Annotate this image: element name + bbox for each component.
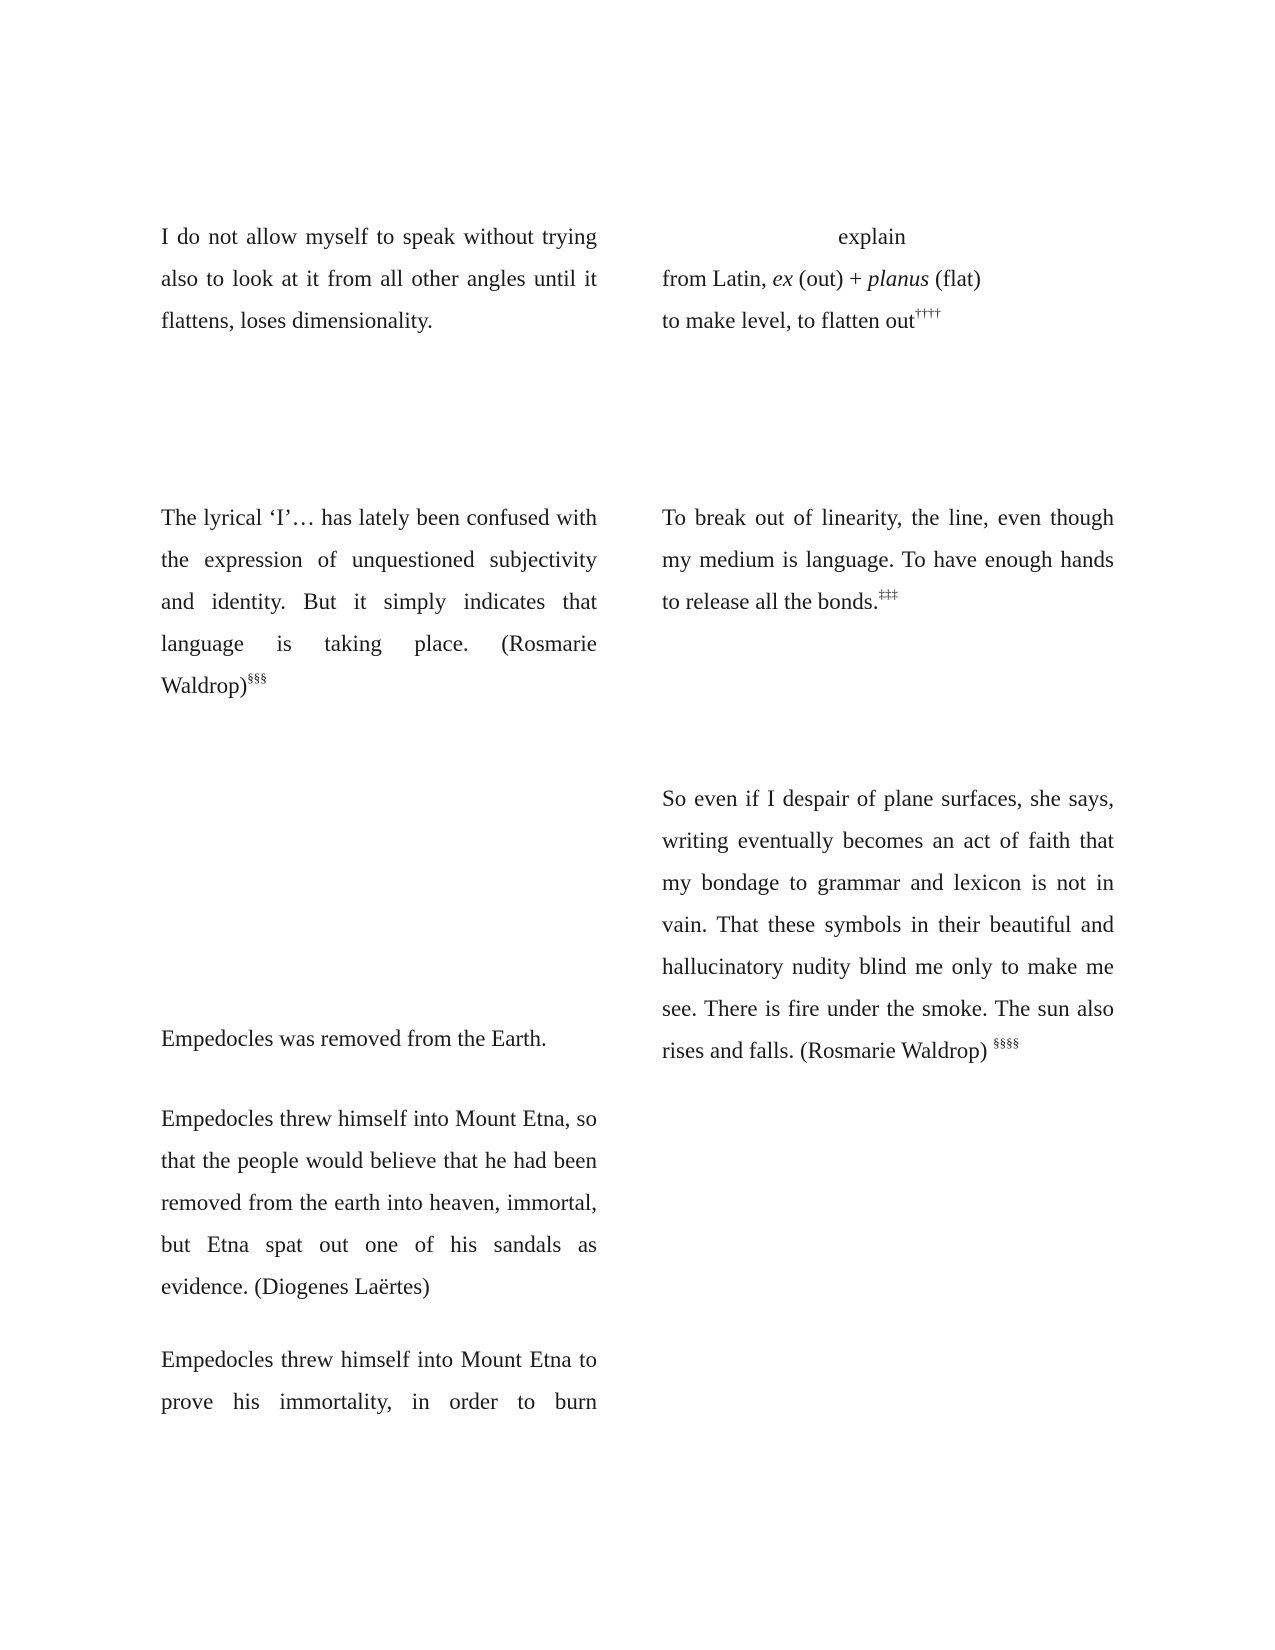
etymology-ex: ex xyxy=(772,266,793,291)
paragraph-linearity xyxy=(662,497,1114,623)
paragraph-plane-surfaces-text: So even if I despair of plane surfaces, she says, writing eventually becomes an act of faith that my bondage to grammar and lexicon is not in vain. That these symbols in their beautiful and hallucinatory nudity blind me only to make me see. There is fire under the smoke. The sun also rises and falls. (Rosmarie Waldrop) xyxy=(662,786,1114,1063)
etymology-definition-text: to make level, to flatten out xyxy=(662,308,915,333)
etymology-origin-mid: (out) + xyxy=(792,266,868,291)
etymology-headword: explain xyxy=(838,224,906,249)
footnote-mark-daggers: †††† xyxy=(914,305,941,321)
etymology-origin-prefix: from Latin, xyxy=(662,266,773,291)
paragraph-plane-surfaces xyxy=(662,778,1114,1072)
footnote-mark-double-daggers: ‡‡‡ xyxy=(878,586,899,602)
footnote-mark-sss: §§§ xyxy=(247,670,267,686)
etymology-explain xyxy=(662,216,1114,342)
paragraph-angles: I do not allow myself to speak without trying also to look at it from all other angles until it flattens, loses dimensionality. xyxy=(161,224,597,333)
etymology-planus: planus xyxy=(867,266,930,291)
paragraph-empedocles-immortality: Empedocles threw himself into Mount Etna to prove his immortality, in order to burn xyxy=(161,1347,597,1414)
etymology-definition xyxy=(662,300,1114,342)
paragraph-empedocles-removed: Empedocles was removed from the Earth. xyxy=(161,1026,547,1051)
paragraph-lyrical-i xyxy=(161,497,597,707)
etymology-origin xyxy=(662,258,1114,300)
paragraph-linearity-text: To break out of linearity, the line, even though my medium is language. To have enough hands to release all the bonds. xyxy=(662,505,1114,614)
footnote-mark-ssss: §§§§ xyxy=(993,1035,1020,1051)
paragraph-lyrical-i-text: The lyrical ‘I’… has lately been confused with the expression of unquestioned subjectivity and identity. But it simply indicates that language is taking place. (Rosmarie Waldrop) xyxy=(161,505,597,698)
paragraph-empedocles-etna: Empedocles threw himself into Mount Etna, so that the people would believe that he had been removed from the earth into heaven, immortal, but Etna spat out one of his sandals as evidence. (Diogenes Laërtes) xyxy=(161,1106,597,1299)
etymology-origin-suffix: (flat) xyxy=(929,266,981,291)
